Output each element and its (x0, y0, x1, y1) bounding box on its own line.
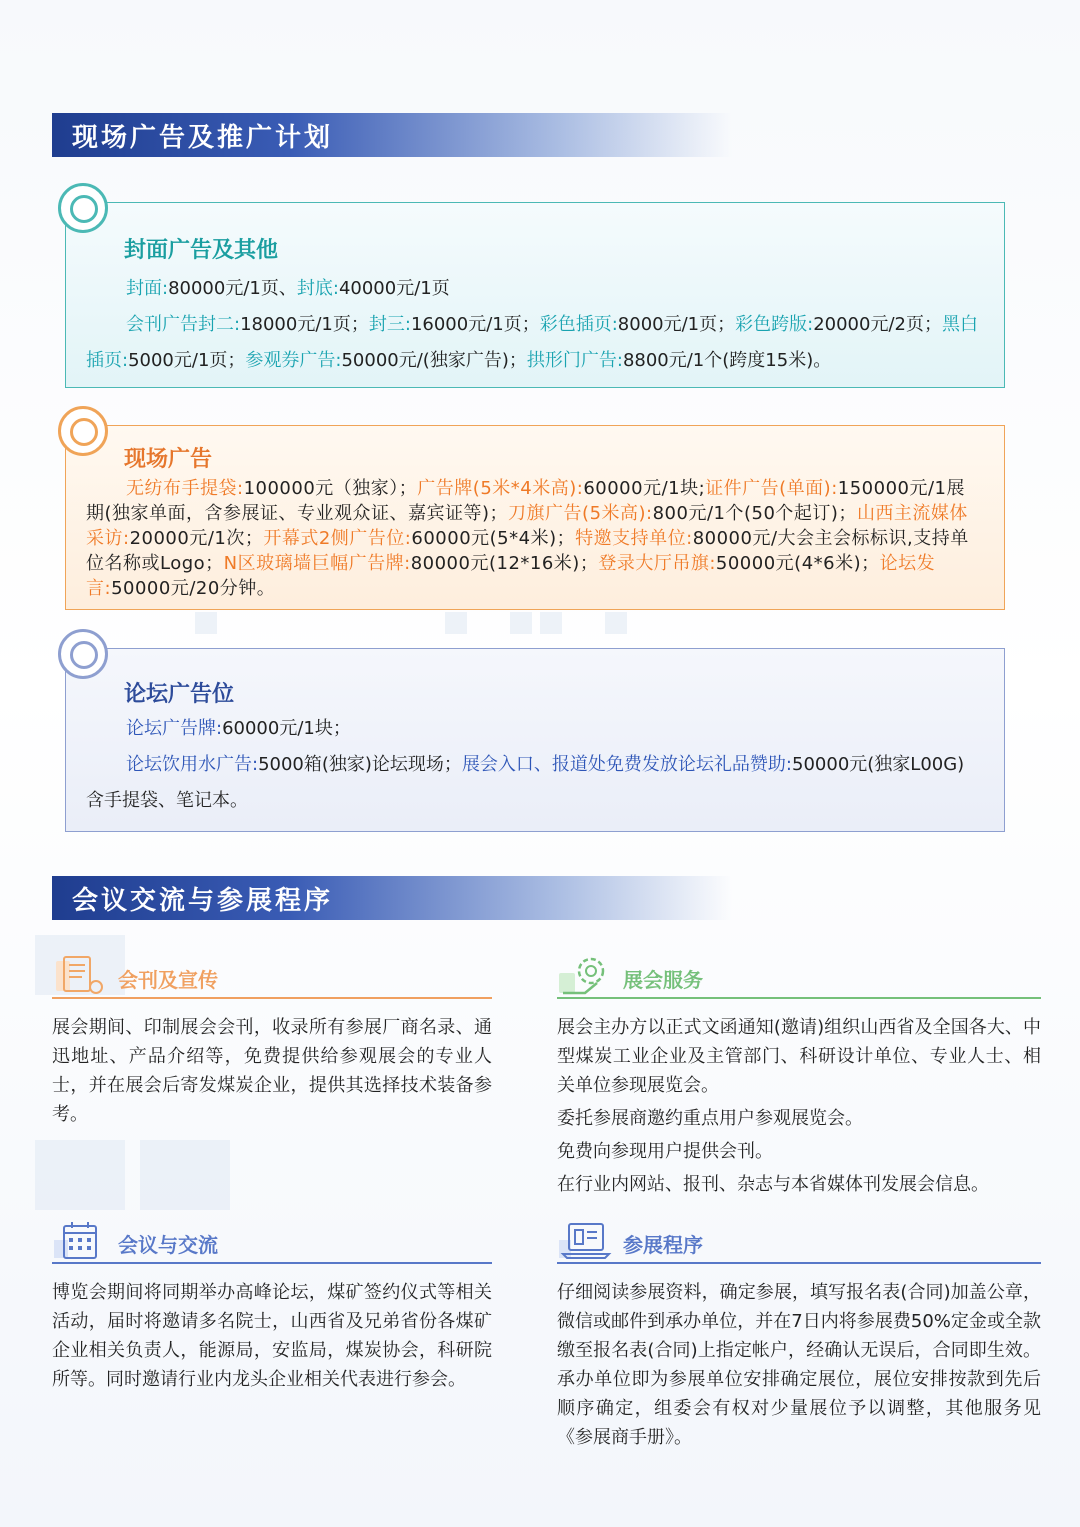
section-title-text: 会议交流与参展程序 (72, 885, 334, 916)
price-value: 100000元（独家）； (243, 478, 418, 499)
price-key: 封三: (368, 314, 411, 335)
price-value: 40000元/1页 (338, 278, 450, 299)
price-key: 彩色跨版: (735, 314, 814, 335)
price-key: 黑白插页: (86, 314, 978, 371)
card-title: 论坛广告位 (124, 682, 235, 707)
block-header (52, 953, 492, 999)
price-value: 8000元/1页； (617, 314, 736, 335)
price-key: 登录大厅吊旗: (598, 553, 716, 574)
price-value: 18000元/1页； (240, 314, 369, 335)
price-value: 80000元(12*16米)； (410, 553, 599, 574)
bg-square (195, 612, 217, 634)
card-title: 现场广告 (124, 447, 213, 472)
price-key: 开幕式2侧广告位: (263, 528, 412, 549)
card-body (86, 711, 980, 819)
block-text: 博览会期间将同期举办高峰论坛，煤矿签约仪式等相关活动，届时将邀请多名院士，山西省及兄弟省份各煤矿企业相关负责人，能源局，安监局，煤炭协会，科研院所等。同时邀请行业内龙头企业相关代表进行参会。 (52, 1282, 492, 1390)
block-title: 展会服务 (623, 968, 703, 992)
price-key: 无纺布手提袋: (126, 478, 244, 499)
block-title: 会议与交流 (118, 1233, 218, 1257)
cover-line-2 (86, 307, 980, 379)
price-key: 刀旗广告(5米高): (508, 503, 653, 524)
forum-line-2 (86, 747, 980, 819)
section-title-meeting (52, 876, 732, 920)
card-cover-ads (65, 202, 1005, 388)
service-line: 在行业内网站、报刊、杂志与本省媒体刊发展会信息。 (557, 1174, 989, 1195)
price-key: 参观券广告: (245, 350, 342, 371)
price-value: 80000元/1页、 (168, 278, 297, 299)
ring-icon (58, 183, 108, 233)
price-value: 5000箱(独家)论坛现场； (258, 754, 462, 775)
price-key: 特邀支持单位: (575, 528, 693, 549)
block-publication (52, 953, 492, 1129)
price-value: 50000元/20分钟。 (111, 578, 276, 599)
price-key: 封面: (126, 278, 169, 299)
price-value: 800元/1个(50个起订)； (652, 503, 857, 524)
service-line: 展会主办方以正式文函通知(邀请)组织山西省及全国各大、中型煤炭工业企业及主管部门、科研设计单位、专业人士、相关单位参现展览会。 (557, 1017, 1041, 1096)
price-key: 论坛发言: (86, 553, 936, 599)
bg-square (140, 1140, 230, 1210)
cover-line-1 (86, 271, 980, 307)
ring-icon (58, 406, 108, 456)
laptop-icon (557, 1218, 613, 1262)
service-line: 免费向参现用户提供会刊。 (557, 1141, 773, 1162)
ring-icon (58, 629, 108, 679)
price-key: N区玻璃墙巨幅广告牌: (223, 553, 411, 574)
forum-line-1 (86, 711, 980, 747)
calendar-icon (52, 1218, 108, 1262)
price-value: 80000元/大会主会标标识,支持单位名称或Logo； (86, 528, 969, 574)
card-body (86, 271, 980, 379)
price-value: 60000元(5*4米)； (411, 528, 576, 549)
bg-square (605, 612, 627, 634)
bg-square (445, 612, 467, 634)
price-key: 论坛饮用水广告: (126, 754, 259, 775)
block-title: 会刊及宣传 (118, 968, 218, 992)
block-meeting (52, 1218, 492, 1394)
gear-icon (557, 953, 613, 997)
document-icon (52, 953, 108, 997)
section-title-text: 现场广告及推广计划 (72, 122, 334, 153)
block-text (557, 1013, 1041, 1199)
block-text: 展会期间、印制展会会刊，收录所有参展厂商名录、通迅地址、产品介绍等，免费提供给参观展会的专业人士，并在展会后寄发煤炭企业，提供其选择技术装备参考。 (52, 1017, 492, 1125)
price-value: 50000元(独家L00G)含手提袋、笔记本。 (86, 754, 965, 811)
bg-square (540, 612, 562, 634)
block-service (557, 953, 1041, 1199)
price-key: 彩色插页: (539, 314, 618, 335)
bg-square (35, 1140, 125, 1210)
block-title: 参展程序 (623, 1233, 703, 1257)
block-text: 仔细阅读参展资料，确定参展，填写报名表(合同)加盖公章，微信或邮件到承办单位，并在7日内将参展费50%定金或全款缴至报名表(合同)上指定帐户，经确认无误后，合同即生效。承办单位即为参展单位安排确定展位，展位安排按款到先后顺序确定，组委会有权对少量展位予以调整，其他服务见《参展商手册》。 (557, 1282, 1041, 1448)
card-title: 封面广告及其他 (124, 238, 279, 263)
price-value: 60000元/1块; (583, 478, 706, 499)
block-header (557, 1218, 1041, 1264)
onsite-text (86, 476, 980, 601)
card-forum-ads (65, 648, 1005, 832)
price-key: 拱形门广告: (526, 350, 623, 371)
price-value: 150000元/1展期(独家单面，含参展证、专业观众证、嘉宾证等)； (86, 478, 965, 524)
block-procedure (557, 1218, 1041, 1452)
price-key: 展会入口、报道处免费发放论坛礼品赞助: (461, 754, 793, 775)
price-key: 广告牌(5米*4米高): (417, 478, 584, 499)
price-key: 论坛广告牌: (126, 718, 223, 739)
card-body (86, 476, 980, 601)
price-value: 5000元/1页； (128, 350, 246, 371)
price-value: 20000元/1次； (129, 528, 264, 549)
card-onsite-ads (65, 425, 1005, 610)
block-header (557, 953, 1041, 999)
price-key: 证件广告(单面): (705, 478, 838, 499)
bg-square (510, 612, 532, 634)
service-line: 委托参展商邀约重点用户参观展览会。 (557, 1108, 863, 1129)
price-value: 16000元/1页； (410, 314, 540, 335)
price-value: 60000元/1块； (222, 718, 351, 739)
price-value: 50000元(4*6米)； (715, 553, 880, 574)
price-key: 封底: (296, 278, 339, 299)
price-value: 50000元/(独家广告)； (341, 350, 527, 371)
price-key: 山西主流媒体采访: (86, 503, 968, 549)
block-header (52, 1218, 492, 1264)
section-title-advertising (52, 113, 732, 157)
price-key: 会刊广告封二: (126, 314, 241, 335)
price-value: 20000元/2页； (813, 314, 942, 335)
price-value: 8800元/1个(跨度15米)。 (622, 350, 832, 371)
